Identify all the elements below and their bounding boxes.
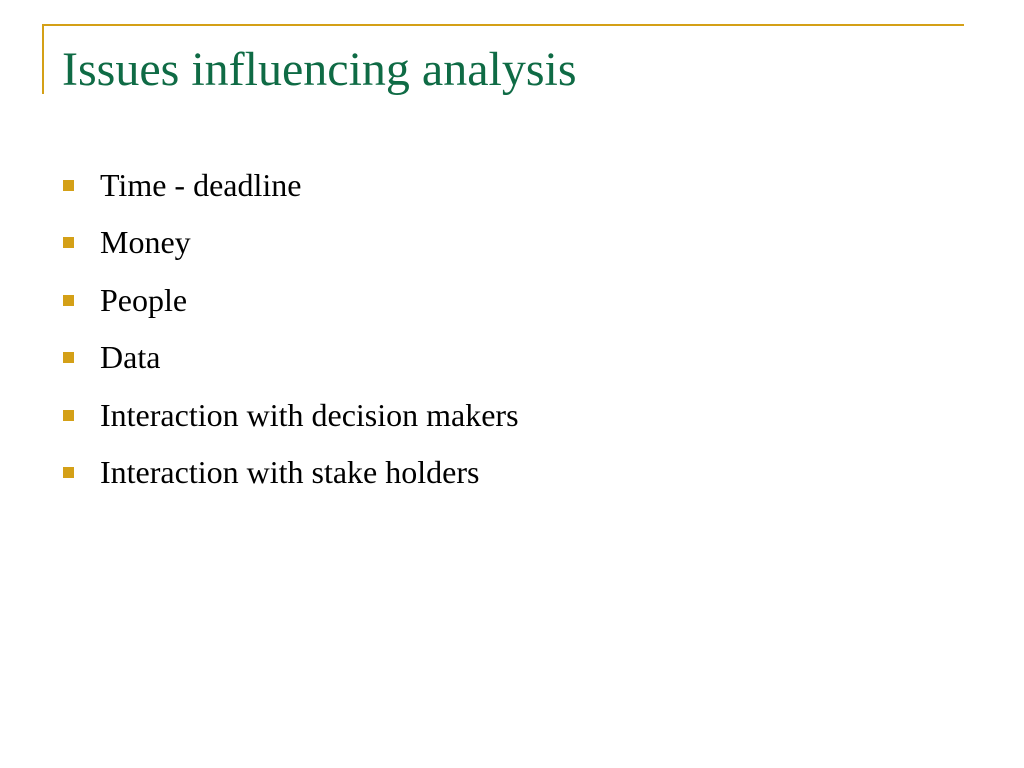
bullet-text: Interaction with stake holders [100, 453, 480, 490]
frame-top-line [42, 24, 964, 26]
bullet-text: Data [100, 339, 161, 376]
bullet-text: Interaction with decision makers [100, 396, 519, 433]
bullet-text: Money [100, 224, 191, 261]
square-bullet-icon [63, 410, 74, 421]
square-bullet-icon [63, 467, 74, 478]
square-bullet-icon [63, 237, 74, 248]
list-item [62, 277, 519, 334]
list-item [62, 392, 519, 449]
square-bullet-icon [63, 352, 74, 363]
list-item [62, 162, 519, 219]
list-item [62, 219, 519, 276]
slide-title: Issues influencing analysis [62, 43, 577, 96]
bullet-text: People [100, 281, 188, 318]
list-item [62, 449, 519, 506]
frame-left-line [42, 24, 44, 94]
bullet-list [62, 162, 519, 506]
list-item [62, 334, 519, 391]
bullet-text: Time - deadline [100, 167, 302, 203]
square-bullet-icon [63, 295, 74, 306]
square-bullet-icon [63, 180, 74, 191]
